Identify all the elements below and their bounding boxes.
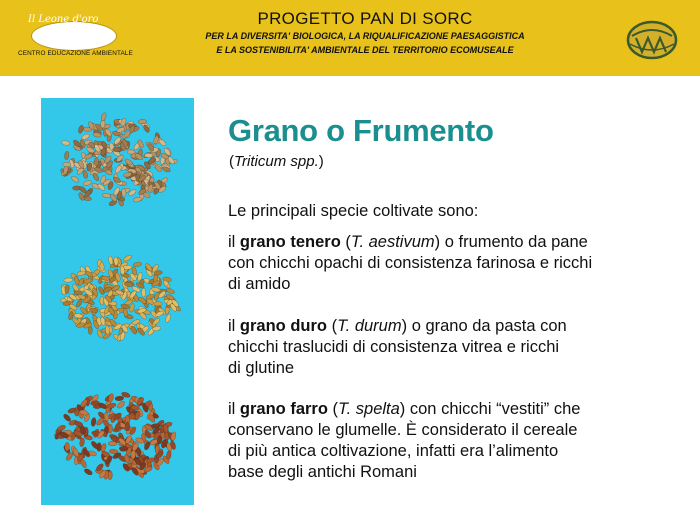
text-line [228, 399, 658, 420]
latin-name: T. spelta [338, 400, 400, 418]
logo-caption: CENTRO EDUCAZIONE AMBIENTALE [18, 50, 133, 57]
grain-kernel [108, 393, 115, 403]
text-line: base degli antichi Romani [228, 463, 417, 481]
project-title: PROGETTO PAN DI SORC [257, 9, 473, 28]
subtitle-paren-close: ) [318, 153, 324, 170]
photo-grano-tenero [41, 98, 194, 235]
grain-kernel [123, 254, 133, 262]
grain-kernel [65, 285, 70, 294]
grain-kernel [165, 313, 172, 323]
paren-close: ) [401, 317, 408, 335]
grain-kernel [94, 158, 98, 166]
photo-grano-duro [41, 235, 194, 370]
wheat-grains-reddish-icon [41, 370, 194, 505]
grain-kernel [65, 442, 70, 451]
grain-kernel [81, 133, 90, 140]
grain-kernel [138, 119, 147, 124]
grain-kernel [62, 162, 71, 167]
paragraph-grano-farro [228, 399, 658, 483]
text-line [228, 316, 658, 337]
grain-kernel [80, 459, 88, 469]
line1-rest: o frumento da pane [440, 233, 588, 251]
grain-kernel [122, 308, 128, 318]
paragraph-grano-tenero [228, 232, 658, 295]
text-line: conservano le glumelle. È considerato il cereale [228, 421, 578, 439]
text-line: di amido [228, 275, 291, 293]
species-name: grano farro [239, 400, 328, 418]
grain-kernel [166, 450, 172, 459]
species-name: grano tenero [239, 233, 341, 251]
grain-kernel [133, 262, 142, 268]
grain-kernel [64, 151, 69, 160]
logo-oval-shape [32, 22, 116, 50]
subtitle-latin: Triticum spp. [234, 153, 319, 170]
grain-kernel [91, 417, 97, 426]
scientific-name [229, 153, 324, 170]
centro-educazione-logo [18, 14, 133, 62]
grain-kernel [115, 396, 124, 401]
latin-name: T. durum [337, 317, 402, 335]
page-title: Grano o Frumento [228, 113, 494, 148]
grain-kernel [92, 172, 100, 181]
grain-kernel [141, 288, 145, 297]
latin-name: T. aestivum [350, 233, 435, 251]
grain-kernel [108, 256, 114, 266]
grain-kernel [83, 468, 93, 476]
photo-grano-farro [41, 370, 194, 505]
prefix: il [228, 233, 240, 251]
intro-text: Le principali specie coltivate sono: [228, 202, 479, 220]
prefix: il [228, 400, 240, 418]
paren-open: ( [327, 317, 338, 335]
grain-kernel [100, 112, 107, 121]
wheat-photos-column [41, 98, 194, 505]
paren-close: ) [399, 400, 406, 418]
project-subtitle-line1: PER LA DIVERSITA' BIOLOGICA, LA RIQUALIFICAZIONE PAESAGGISTICA [205, 31, 525, 41]
line1-rest: con chicchi “vestiti” che [405, 400, 581, 418]
ecomuseo-logo-icon [626, 20, 678, 60]
grain-kernel [83, 180, 92, 187]
prefix: il [228, 317, 240, 335]
wheat-grains-gold-icon [41, 235, 194, 370]
grain-kernel [78, 125, 85, 134]
paren-open: ( [340, 233, 351, 251]
grain-kernel [109, 449, 118, 454]
text-line: con chicchi opachi di consistenza farinosa e ricchi [228, 254, 593, 272]
text-line: di più antica coltivazione, infatti era l’alimento [228, 442, 559, 460]
grain-kernel [102, 193, 111, 199]
grain-kernel [116, 400, 126, 409]
paren-open: ( [327, 400, 339, 418]
grain-kernel [119, 446, 128, 451]
grain-kernel [74, 276, 80, 286]
grain-kernel [166, 287, 176, 294]
grain-kernel [147, 143, 155, 152]
line1-rest: o grano da pasta con [407, 317, 567, 335]
grain-kernel [133, 197, 142, 203]
grain-kernel [77, 270, 87, 276]
subtitle-paren-open: ( [229, 153, 234, 170]
grain-kernel [113, 147, 121, 151]
text-line [228, 232, 658, 253]
grain-kernel [131, 405, 140, 410]
wheat-grains-light-icon [41, 98, 194, 235]
logo-script-text: Il Leone d'oro [28, 14, 99, 25]
text-line: chicchi traslucidi di consistenza vitrea e ricchi [228, 338, 560, 356]
paragraph-grano-duro [228, 316, 658, 379]
grain-kernel [70, 175, 79, 183]
grain-kernel [144, 153, 153, 158]
header-band [0, 0, 700, 76]
text-line: di glutine [228, 359, 295, 377]
project-subtitle-line2: E LA SOSTENIBILITA' AMBIENTALE DEL TERRITORIO ECOMUSEALE [216, 45, 514, 55]
grain-kernel [64, 278, 73, 283]
grain-kernel [61, 140, 70, 146]
species-name: grano duro [239, 317, 327, 335]
grain-kernel [154, 302, 163, 306]
paren-close: ) [434, 233, 441, 251]
grain-kernel [72, 447, 80, 457]
